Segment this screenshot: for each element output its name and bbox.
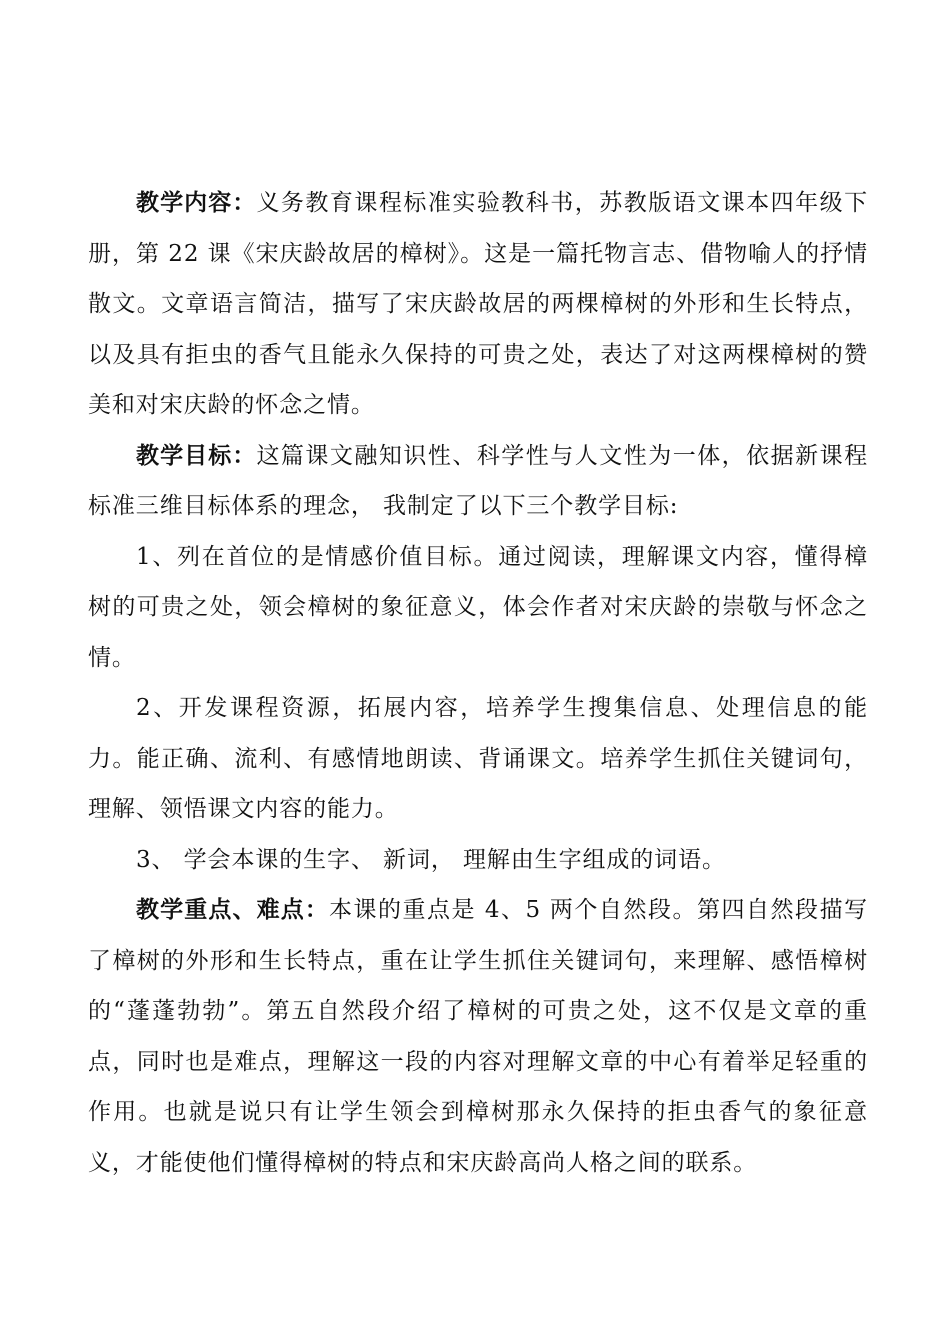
paragraph-teaching-content — [88, 178, 868, 431]
text-goal-2: 2、开发课程资源，拓展内容，培养学生搜集信息、处理信息的能力。能正确、流利、有感情地朗读、背诵课文。培养学生抓住关键词句，理解、领悟课文内容的能力。 — [88, 695, 868, 822]
label-teaching-goals: 教学目标： — [136, 442, 257, 469]
text-goal-3: 3、 学会本课的生字、 新词， 理解由生字组成的词语。 — [136, 846, 726, 873]
document-body — [88, 178, 868, 1188]
paragraph-goal-1 — [88, 532, 868, 684]
text-goal-1: 1、列在首位的是情感价值目标。通过阅读，理解课文内容，懂得樟树的可贵之处，领会樟树的象征意义，体会作者对宋庆龄的崇敬与怀念之情。 — [88, 543, 868, 671]
text-key-difficult-points: 本课的重点是 4、5 两个自然段。第四自然段描写了樟树的外形和生长特点，重在让学生抓住关键词句，来理解、感悟樟树的“蓬蓬勃勃”。第五自然段介绍了樟树的可贵之处，这不仅是文章的重点，同时也是难点，理解这一段的内容对理解文章的中心有着举足轻重的作用。也就是说只有让学生领会到樟树那永久保持的拒虫香气的象征意义，才能使他们懂得樟树的特点和宋庆龄高尚人格之间的联系。 — [88, 897, 868, 1176]
paragraph-key-difficult-points — [88, 885, 868, 1188]
label-key-difficult-points: 教学重点、难点： — [136, 897, 329, 923]
label-teaching-content: 教学内容： — [136, 190, 257, 216]
text-teaching-content: 义务教育课程标准实验教科书，苏教版语文课本四年级下册，第 22 课《宋庆龄故居的樟树》。这是一篇托物言志、借物喻人的抒情散文。文章语言简洁，描写了宋庆龄故居的两棵樟树的外形和生长特点，以及具有拒虫的香气且能永久保持的可贵之处，表达了对这两棵樟树的赞美和对宋庆龄的怀念之情。 — [88, 190, 869, 418]
text-teaching-goals: 这篇课文融知识性、科学性与人文性为一体，依据新课程标准三维目标体系的理念， 我制定了以下三个教学目标: — [88, 442, 869, 519]
paragraph-goal-3 — [88, 835, 868, 886]
paragraph-goal-2 — [88, 683, 868, 835]
paragraph-teaching-goals — [88, 431, 868, 532]
